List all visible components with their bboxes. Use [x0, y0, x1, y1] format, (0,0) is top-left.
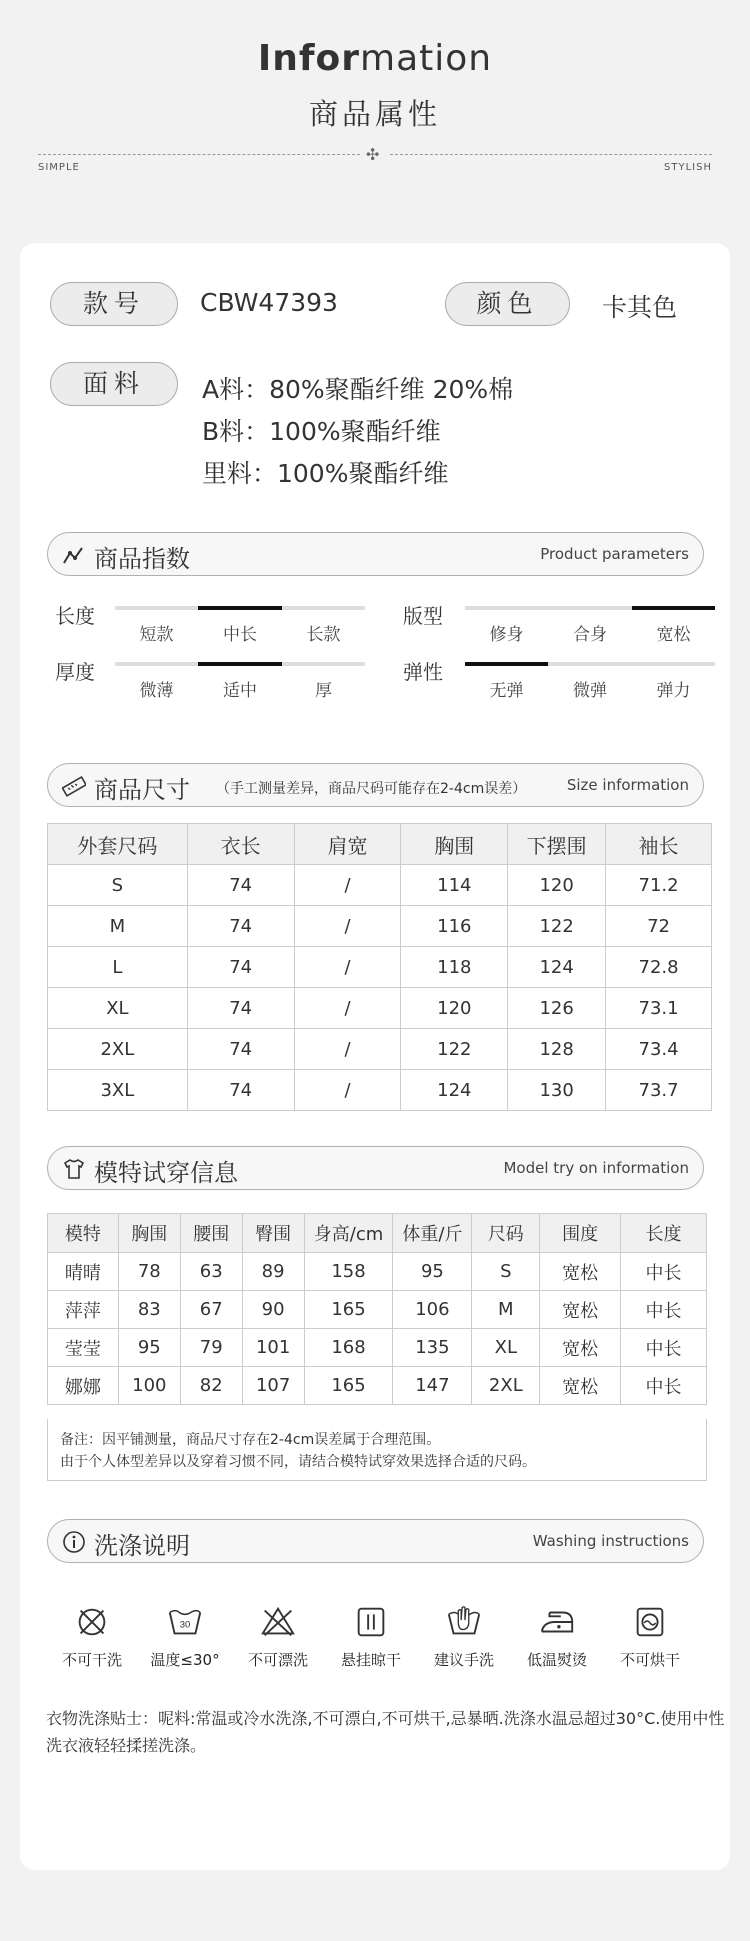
- table-header-row: [48, 1214, 707, 1253]
- scale-option: 宽松: [656, 625, 691, 645]
- table-row: [48, 988, 712, 1029]
- scale-option: 微薄: [139, 681, 174, 701]
- table-cell: 165: [304, 1367, 393, 1405]
- table-cell: 73.1: [606, 988, 712, 1029]
- wash-item-no-tumble-dry: [605, 1603, 695, 1670]
- thickness-selected-marker: [198, 662, 282, 666]
- scale-option: 适中: [223, 681, 257, 701]
- length-scale: [115, 606, 365, 646]
- table-cell: 114: [401, 865, 508, 906]
- table-cell: 72.8: [606, 947, 712, 988]
- table-cell: 158: [304, 1253, 393, 1291]
- model-table: [47, 1213, 707, 1405]
- no-tumble-dry-icon: [631, 1603, 669, 1641]
- scale-option: 中长: [223, 625, 257, 645]
- table-cell: 萍萍: [48, 1291, 119, 1329]
- table-cell: /: [294, 988, 401, 1029]
- table-cell: 3XL: [48, 1070, 188, 1111]
- table-cell: 118: [401, 947, 508, 988]
- code-label: 款号: [50, 282, 178, 326]
- table-cell: 100: [118, 1367, 180, 1405]
- table-cell: /: [294, 947, 401, 988]
- table-cell: 124: [508, 947, 606, 988]
- fabric-line-b: B料：100%聚酯纤维: [202, 417, 441, 446]
- table-cell: 95: [118, 1329, 180, 1367]
- column-header: 体重/斤: [393, 1214, 472, 1253]
- wash-item-hand-wash: [419, 1603, 509, 1670]
- section-title-en: Product parameters: [540, 545, 689, 563]
- section-title-en: Size information: [566, 776, 689, 794]
- table-cell: 74: [187, 1070, 294, 1111]
- no-bleach-icon: [259, 1603, 297, 1641]
- column-header: 下摆围: [508, 824, 606, 865]
- scale-option: 厚: [315, 681, 332, 701]
- wash-label: 不可烘干: [619, 1651, 680, 1669]
- param-label-elasticity: 弹性: [403, 660, 443, 684]
- section-title: 洗涤说明: [94, 1532, 190, 1560]
- wash-label: 不可干洗: [61, 1651, 122, 1669]
- remark-box: [47, 1419, 707, 1481]
- table-cell: 莹莹: [48, 1329, 119, 1367]
- info-icon: [62, 1530, 86, 1554]
- table-cell: 74: [187, 988, 294, 1029]
- column-header: 尺码: [472, 1214, 540, 1253]
- column-header: 肩宽: [294, 824, 401, 865]
- table-row: [48, 906, 712, 947]
- table-cell: XL: [48, 988, 188, 1029]
- table-cell: 63: [180, 1253, 242, 1291]
- table-cell: 120: [508, 865, 606, 906]
- scale-option: 修身: [489, 625, 524, 645]
- column-header: 衣长: [187, 824, 294, 865]
- table-cell: 67: [180, 1291, 242, 1329]
- table-cell: XL: [472, 1329, 540, 1367]
- wash-temp-mark: 30: [179, 1619, 191, 1631]
- page-subtitle: 商品属性: [308, 97, 441, 131]
- table-cell: 78: [118, 1253, 180, 1291]
- param-label-fit: 版型: [403, 604, 443, 628]
- table-cell: 73.4: [606, 1029, 712, 1070]
- table-cell: 122: [508, 906, 606, 947]
- table-cell: 72: [606, 906, 712, 947]
- scale-option: 无弹: [489, 681, 524, 701]
- column-header: 胸围: [401, 824, 508, 865]
- table-cell: 120: [401, 988, 508, 1029]
- table-cell: 116: [401, 906, 508, 947]
- trend-icon: [62, 543, 86, 567]
- table-cell: 122: [401, 1029, 508, 1070]
- table-cell: 74: [187, 906, 294, 947]
- table-cell: 128: [508, 1029, 606, 1070]
- wash-item-no-bleach: [233, 1603, 323, 1670]
- table-header-row: [48, 824, 712, 865]
- table-cell: 82: [180, 1367, 242, 1405]
- table-row: [48, 1291, 707, 1329]
- wash-label: 温度≤30°: [150, 1651, 220, 1669]
- column-header: 模特: [48, 1214, 119, 1253]
- section-title-en: Washing instructions: [532, 1532, 689, 1550]
- wash-label: 不可漂洗: [247, 1651, 308, 1669]
- table-cell: 124: [401, 1070, 508, 1111]
- table-cell: M: [48, 906, 188, 947]
- table-cell: 147: [393, 1367, 472, 1405]
- table-cell: /: [294, 865, 401, 906]
- fit-scale: [465, 606, 715, 646]
- wash-item-low-iron: [512, 1603, 602, 1670]
- hang-dry-icon: [352, 1603, 390, 1641]
- size-table: [47, 823, 712, 1111]
- table-row: [48, 1029, 712, 1070]
- code-value: CBW47393: [200, 288, 338, 317]
- scale-option: 微弹: [573, 681, 607, 701]
- wash-label: 建议手洗: [433, 1651, 494, 1669]
- table-cell: 95: [393, 1253, 472, 1291]
- section-title: 商品尺寸: [94, 776, 190, 804]
- table-cell: 126: [508, 988, 606, 1029]
- table-cell: 74: [187, 947, 294, 988]
- column-header: 外套尺码: [48, 824, 188, 865]
- fabric-label: 面料: [50, 362, 178, 406]
- simple-label: SIMPLE: [38, 162, 80, 173]
- table-cell: 90: [242, 1291, 304, 1329]
- column-header: 腰围: [180, 1214, 242, 1253]
- table-cell: /: [294, 906, 401, 947]
- column-header: 袖长: [606, 824, 712, 865]
- table-cell: 2XL: [48, 1029, 188, 1070]
- table-cell: 101: [242, 1329, 304, 1367]
- column-header: 长度: [621, 1214, 707, 1253]
- column-header: 臀围: [242, 1214, 304, 1253]
- wash-label: 悬挂晾干: [340, 1651, 401, 1669]
- wash-label: 低温熨烫: [526, 1651, 587, 1669]
- table-row: [48, 1367, 707, 1405]
- table-cell: 74: [187, 865, 294, 906]
- table-cell: 106: [393, 1291, 472, 1329]
- color-label: 颜色: [445, 282, 570, 326]
- remark-line: 备注：因平铺测量，商品尺寸存在2-4cm误差属于合理范围。: [60, 1432, 441, 1448]
- washing-tip: 衣物洗涤贴士：呢料:常温或冷水洗涤,不可漂白,不可烘干,忌暴晒.洗涤水温忌超过30°C.使用中性洗衣液轻轻揉搓洗涤。: [46, 1709, 725, 1755]
- table-cell: 130: [508, 1070, 606, 1111]
- table-cell: 89: [242, 1253, 304, 1291]
- elasticity-selected-marker: [465, 662, 548, 666]
- table-cell: 晴晴: [48, 1253, 119, 1291]
- section-title-en: Model try on information: [503, 1159, 689, 1177]
- ruler-icon: [62, 774, 86, 798]
- table-row: [48, 1329, 707, 1367]
- divider-right: [390, 154, 712, 155]
- table-cell: 2XL: [472, 1367, 540, 1405]
- cross-ornament-icon: ✣: [366, 145, 380, 164]
- table-cell: 165: [304, 1291, 393, 1329]
- section-title: 商品指数: [94, 545, 190, 573]
- table-cell: 中长: [621, 1291, 707, 1329]
- column-header: 胸围: [118, 1214, 180, 1253]
- information-title: Information: [257, 38, 493, 79]
- model-try-on-bar: [47, 1146, 704, 1190]
- table-cell: 宽松: [540, 1291, 621, 1329]
- column-header: 身高/cm: [304, 1214, 393, 1253]
- param-label-thickness: 厚度: [55, 660, 95, 684]
- table-cell: 74: [187, 1029, 294, 1070]
- table-cell: 宽松: [540, 1253, 621, 1291]
- table-cell: 135: [393, 1329, 472, 1367]
- shirt-icon: [62, 1157, 86, 1181]
- param-label-length: 长度: [55, 604, 95, 628]
- table-cell: 中长: [621, 1329, 707, 1367]
- table-cell: 79: [180, 1329, 242, 1367]
- wash-30-icon: [166, 1603, 204, 1641]
- fabric-line-a: A料：80%聚酯纤维 20%棉: [202, 375, 514, 404]
- table-cell: S: [48, 865, 188, 906]
- table-row: [48, 947, 712, 988]
- size-note: （手工测量差异，商品尺码可能存在2-4cm误差）: [216, 781, 527, 797]
- low-iron-icon: [538, 1603, 576, 1641]
- table-cell: 宽松: [540, 1329, 621, 1367]
- length-selected-marker: [198, 606, 282, 610]
- scale-option: 短款: [139, 625, 174, 645]
- table-row: [48, 1070, 712, 1111]
- scale-option: 弹力: [656, 681, 691, 701]
- table-cell: 宽松: [540, 1367, 621, 1405]
- table-cell: L: [48, 947, 188, 988]
- scale-option: 长款: [306, 625, 341, 645]
- table-cell: 娜娜: [48, 1367, 119, 1405]
- table-cell: M: [472, 1291, 540, 1329]
- no-dry-clean-icon: [73, 1603, 111, 1641]
- product-parameters-bar: [47, 532, 704, 576]
- elasticity-scale: [465, 662, 715, 702]
- table-row: [48, 1253, 707, 1291]
- table-row: [48, 865, 712, 906]
- hand-wash-icon: [445, 1603, 483, 1641]
- size-information-bar: [47, 763, 704, 807]
- table-cell: /: [294, 1029, 401, 1070]
- table-cell: 71.2: [606, 865, 712, 906]
- wash-item-temperature: [140, 1603, 230, 1670]
- divider-left: [38, 154, 360, 155]
- table-cell: 中长: [621, 1367, 707, 1405]
- table-cell: S: [472, 1253, 540, 1291]
- section-title: 模特试穿信息: [94, 1159, 238, 1187]
- thickness-scale: [115, 662, 365, 702]
- wash-item-no-dry-clean: [47, 1603, 137, 1670]
- page-header: [0, 0, 750, 240]
- table-cell: 107: [242, 1367, 304, 1405]
- washing-instructions-bar: [47, 1519, 704, 1563]
- color-value: 卡其色: [602, 293, 678, 322]
- remark-line: 由于个人体型差异以及穿着习惯不同，请结合模特试穿效果选择合适的尺码。: [60, 1454, 536, 1470]
- wash-item-hang-dry: [326, 1603, 416, 1670]
- column-header: 围度: [540, 1214, 621, 1253]
- stylish-label: STYLISH: [664, 162, 712, 173]
- table-cell: 83: [118, 1291, 180, 1329]
- table-cell: 中长: [621, 1253, 707, 1291]
- table-cell: /: [294, 1070, 401, 1111]
- table-cell: 168: [304, 1329, 393, 1367]
- fabric-line-lining: 里料：100%聚酯纤维: [202, 459, 449, 488]
- fit-selected-marker: [632, 606, 715, 610]
- table-cell: 73.7: [606, 1070, 712, 1111]
- scale-option: 合身: [573, 625, 607, 645]
